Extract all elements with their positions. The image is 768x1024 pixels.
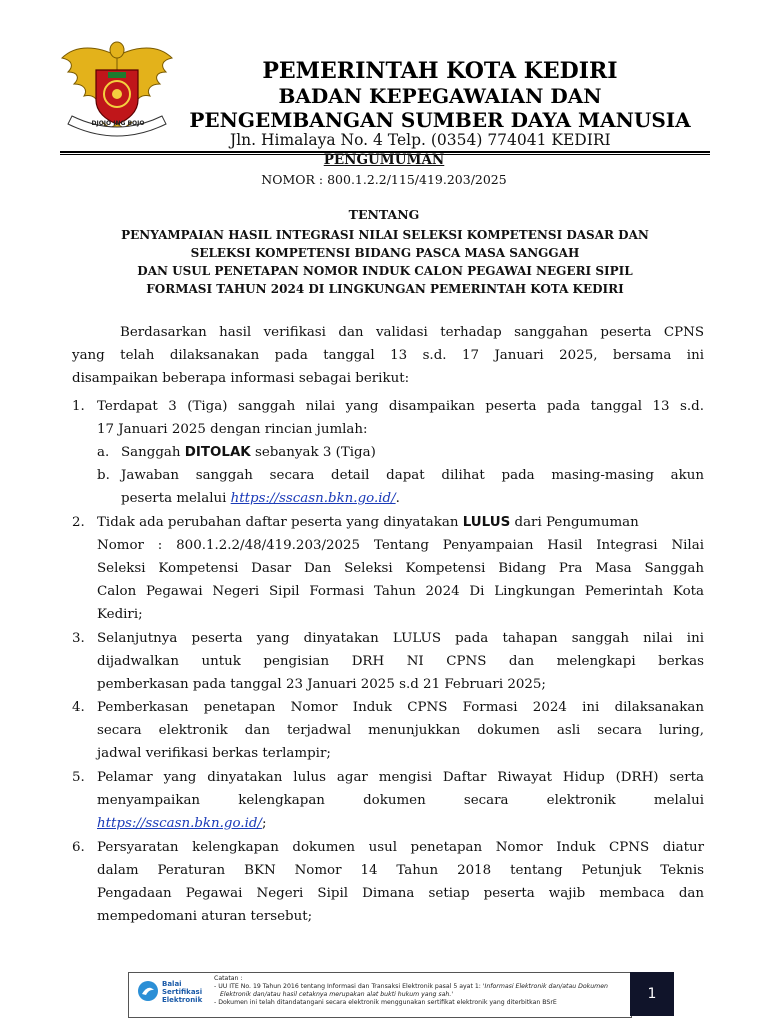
item-6-line-2: dalam Peraturan BKN Nomor 14 Tahun 2018 tentang Petunjuk Teknis	[97, 863, 704, 878]
item-5-line-1: Pelamar yang dinyatakan lulus agar mengisi Daftar Riwayat Hidup (DRH) serta	[97, 770, 704, 785]
item-1-number: 1.	[72, 399, 85, 414]
item-1b-mark: b.	[97, 468, 110, 483]
doc-subject-line-4: FORMASI TAHUN 2024 DI LINGKUNGAN PEMERINTAH KOTA KEDIRI	[146, 282, 624, 296]
item-1a-mark: a.	[97, 445, 110, 460]
ditolak-bold: DITOLAK	[184, 445, 251, 460]
bsre-name: Balai Sertifikasi Elektronik	[162, 980, 203, 1004]
item-4-line-3: jadwal verifikasi berkas terlampir;	[97, 746, 331, 761]
item-4-number: 4.	[72, 700, 85, 715]
doc-subject-line-1: PENYAMPAIAN HASIL INTEGRASI NILAI SELEKSI KOMPETENSI DASAR DAN	[121, 228, 649, 242]
item-3-line-3: pemberkasan pada tanggal 23 Januari 2025 s.d 21 Februari 2025;	[97, 677, 546, 692]
item-4-line-1: Pemberkasan penetapan Nomor Induk CPNS Formasi 2024 ini dilaksanakan	[97, 700, 704, 715]
footer-catatan: Catatan : - UU ITE No. 19 Tahun 2016 tentang Informasi dan Transaksi Elektronik pasal 5 ayat 1: 'Informasi Elektronik dan/atau Dokumen Elektronik dan/atau hasil cetaknya merupakan alat bukti hukum yang sah.' - Dokumen ini telah ditandatangani secara elektronik menggunakan sertifikat elektronik yang diterbitkan BSrE	[214, 975, 608, 1006]
item-1b-line-2: peserta melalui https://sscasn.bkn.go.id/.	[121, 491, 400, 506]
intro-line-1: Berdasarkan hasil verifikasi dan validasi terhadap sanggahan peserta CPNS	[120, 325, 704, 340]
intro-line-3: disampaikan beberapa informasi sebagai berikut:	[72, 371, 410, 386]
kop-line-3: PENGEMBANGAN SUMBER DAYA MANUSIA	[189, 108, 691, 132]
item-4-line-2: secara elektronik dan terjadwal menunjukkan dokumen asli secara luring,	[97, 723, 704, 738]
kediri-emblem-logo	[58, 36, 176, 146]
item-1a-text: Sanggah DITOLAK sebanyak 3 (Tiga)	[121, 445, 376, 460]
item-5-number: 5.	[72, 770, 85, 785]
bsre-logo-icon	[137, 980, 159, 1002]
doc-number: NOMOR : 800.1.2.2/115/419.203/2025	[261, 172, 507, 187]
item-3-line-1: Selanjutnya peserta yang dinyatakan LULUS pada tahapan sanggah nilai ini	[97, 631, 704, 646]
item-1b-line-1: Jawaban sanggah secara detail dapat dilihat pada masing-masing akun	[121, 468, 704, 483]
item-6-line-4: mempedomani aturan tersebut;	[97, 909, 313, 924]
item-6-line-1: Persyaratan kelengkapan dokumen usul penetapan Nomor Induk CPNS diatur	[97, 840, 704, 855]
doc-tentang: TENTANG	[348, 207, 420, 222]
item-3-number: 3.	[72, 631, 85, 646]
kop-line-1: PEMERINTAH KOTA KEDIRI	[262, 58, 618, 84]
lulus-bold: LULUS	[462, 515, 511, 530]
sscasn-link-2[interactable]: https://sscasn.bkn.go.id/	[97, 816, 262, 831]
item-1-line-1: Terdapat 3 (Tiga) sanggah nilai yang disampaikan peserta pada tanggal 13 s.d.	[97, 399, 704, 414]
sscasn-link-1[interactable]: https://sscasn.bkn.go.id/	[230, 491, 396, 506]
doc-subject-line-2: SELEKSI KOMPETENSI BIDANG PASCA MASA SANGGAH	[190, 246, 580, 260]
doc-subject-line-3: DAN USUL PENETAPAN NOMOR INDUK CALON PEGAWAI NEGERI SIPIL	[137, 264, 633, 278]
item-2-line-1: Tidak ada perubahan daftar peserta yang dinyatakan LULUS dari Pengumuman	[97, 515, 639, 530]
item-2-line-5: Kediri;	[97, 607, 143, 622]
item-1-line-2: 17 Januari 2025 dengan rincian jumlah:	[97, 422, 368, 437]
kop-line-2: BADAN KEPEGAWAIAN DAN	[278, 84, 602, 108]
item-2-line-3: Seleksi Kompetensi Dasar Dan Seleksi Kompetensi Bidang Pra Masa Sanggah	[97, 561, 704, 576]
item-5-line-2: menyampaikan kelengkapan dokumen secara elektronik melalui	[97, 793, 704, 808]
page-number: 1	[630, 972, 674, 1016]
item-5-line-3: https://sscasn.bkn.go.id/;	[97, 816, 267, 831]
item-2-line-2: Nomor : 800.1.2.2/48/419.203/2025 Tentang Penyampaian Hasil Integrasi Nilai	[97, 538, 704, 553]
kop-address: Jln. Himalaya No. 4 Telp. (0354) 774041 KEDIRI	[230, 131, 611, 149]
intro-line-2: yang telah dilaksanakan pada tanggal 13 s.d. 17 Januari 2025, bersama ini	[72, 348, 704, 363]
item-6-line-3: Pengadaan Pegawai Negeri Sipil Dimana setiap peserta wajib membaca dan	[97, 886, 704, 901]
item-3-line-2: dijadwalkan untuk pengisian DRH NI CPNS dan melengkapi berkas	[97, 654, 704, 669]
doc-title: PENGUMUMAN	[323, 152, 445, 168]
item-2-number: 2.	[72, 515, 85, 530]
logo-motto: DJOJO ING BOJO	[91, 120, 145, 127]
item-2-line-4: Calon Pegawai Negeri Sipil Formasi Tahun 2024 Di Lingkungan Pemerintah Kota	[97, 584, 704, 599]
item-6-number: 6.	[72, 840, 85, 855]
